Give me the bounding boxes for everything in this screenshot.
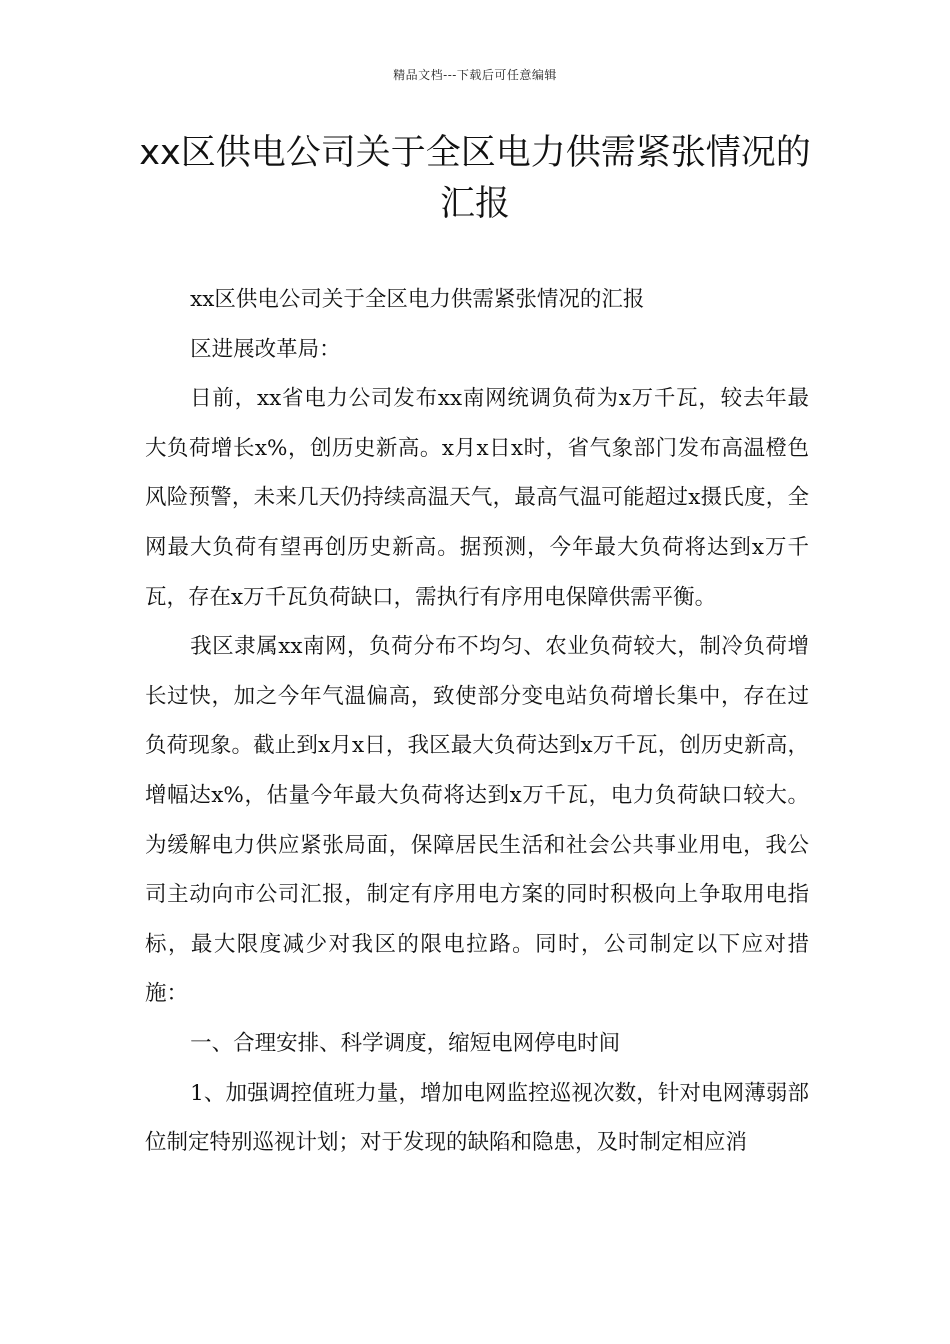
- paragraph-measure-1: 1、加强调控值班力量，增加电网监控巡视次数，针对电网薄弱部位制定特别巡视计划；对于发现的缺陷和隐患，及时制定相应消: [145, 1080, 809, 1156]
- document-body: [145, 275, 809, 1168]
- paragraph-district-situation: 我区隶属xx南网，负荷分布不均匀、农业负荷较大，制冷负荷增长过快，加之今年气温偏高，致使部分变电站负荷增长集中，存在过负荷现象。截止到x月x日，我区最大负荷达到x万千瓦，创历史新高，增幅达x%，估量今年最大负荷将达到x万千瓦，电力负荷缺口较大。为缓解电力供应紧张局面，保障居民生活和社会公共事业用电，我公司主动向市公司汇报，制定有序用电方案的同时积极向上争取用电指标，最大限度减少对我区的限电拉路。同时，公司制定以下应对措施：: [145, 634, 809, 1007]
- paragraph-load-forecast: 日前，xx省电力公司发布xx南网统调负荷为x万千瓦，较去年最大负荷增长x%，创历史新高。x月x日x时，省气象部门发布高温橙色风险预警，未来几天仍持续高温天气，最高气温可能超过x摄氏度，全网最大负荷有望再创历史新高。据预测，今年最大负荷将达到x万千瓦，存在x万千瓦负荷缺口，需执行有序用电保障供需平衡。: [145, 386, 809, 610]
- header-note: 精品文档---下载后可任意编辑: [393, 68, 557, 82]
- paragraph-section-heading: 一、合理安排、科学调度，缩短电网停电时间: [190, 1030, 621, 1056]
- paragraph-subject: xx区供电公司关于全区电力供需紧张情况的汇报: [190, 287, 645, 312]
- paragraph-addressee: 区进展改革局：: [190, 336, 341, 362]
- document-title: xx区供电公司关于全区电力供需紧张情况的汇报: [139, 133, 811, 224]
